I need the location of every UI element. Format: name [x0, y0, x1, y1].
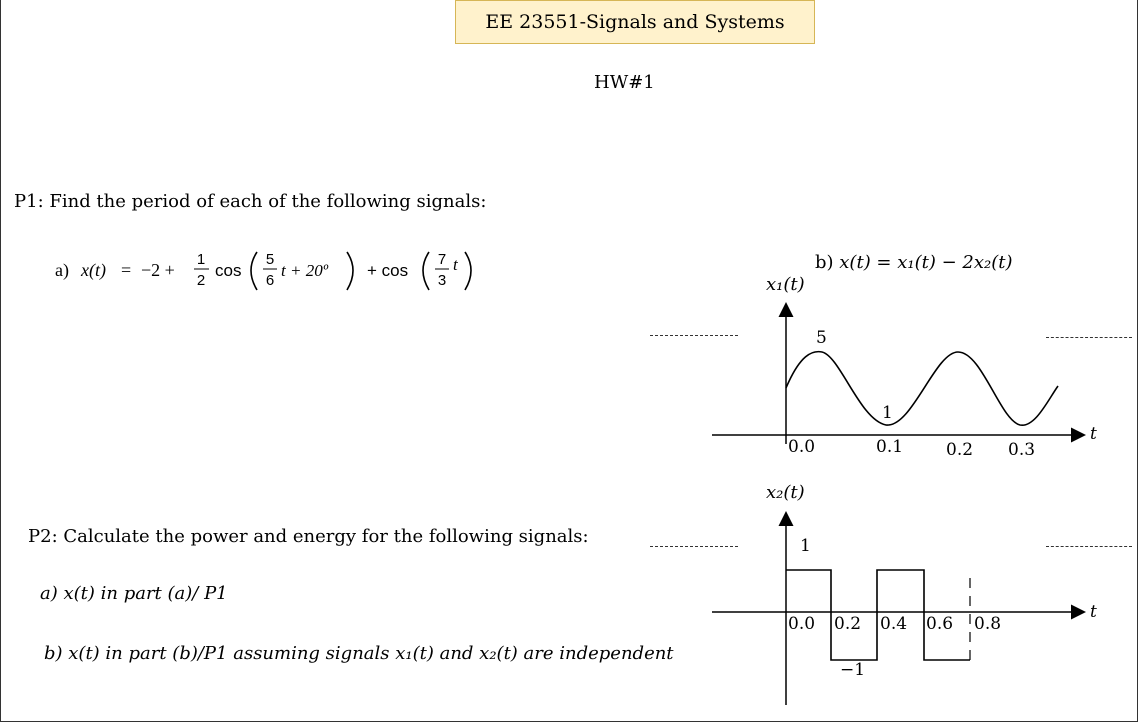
part-a-term1: −2 + [141, 260, 175, 280]
problem2-prompt: P2: Calculate the power and energy for the following signals: [28, 526, 589, 547]
x2-tick-3: 0.6 [926, 614, 954, 634]
x1-curve [786, 352, 1058, 426]
part-b-equation: x(t) = x₁(t) − 2x₂(t) [839, 252, 1013, 273]
x1-tick-3: 0.3 [1008, 440, 1036, 460]
x2-low-label: −1 [840, 660, 866, 680]
part-a-label: a) [55, 260, 69, 280]
problem2-part-a: a) x(t) in part (a)/ P1 [40, 583, 228, 604]
x2-waveform [786, 570, 970, 660]
frac1-num: 1 [196, 251, 206, 268]
part-b-label: b) [815, 252, 834, 273]
part-a-eq: = [121, 260, 132, 280]
frac3-num: 7 [437, 251, 447, 268]
part-a-lhs: x(t) [81, 260, 106, 280]
x2-ylabel: x₂(t) [766, 482, 805, 503]
x1-axis-label: t [1090, 424, 1097, 444]
assignment-title: HW#1 [594, 72, 655, 93]
plus-cos: + cos [367, 261, 409, 280]
frac3-den: 3 [437, 272, 447, 289]
frac2-num: 5 [265, 251, 275, 268]
x2-tick-0: 0.0 [788, 614, 816, 634]
x1-amplitude-label: 5 [816, 328, 827, 348]
cos1-text: cos [215, 261, 242, 280]
problem1-prompt: P1: Find the period of each of the following signals: [14, 191, 487, 212]
x2-tick-2: 0.4 [880, 614, 908, 634]
x2-axis-label: t [1090, 602, 1097, 622]
x1-min-label: 1 [882, 403, 893, 423]
x1-tick-2: 0.2 [946, 440, 974, 460]
arg-rest: t + 20º [281, 261, 328, 280]
x2-high-label: 1 [800, 536, 811, 556]
problem2-part-b: b) x(t) in part (b)/P1 assuming signals x₁(t) and x₂(t) are independent [44, 643, 674, 664]
frac2-den: 6 [265, 272, 275, 289]
frac1-den: 2 [196, 272, 206, 289]
x1-tick-1: 0.1 [876, 437, 904, 457]
x1-tick-0: 0.0 [788, 437, 816, 457]
x2-tick-4: 0.8 [974, 614, 1002, 634]
x2-tick-1: 0.2 [834, 614, 862, 634]
arg3-var: t [453, 255, 458, 274]
x1-ylabel: x₁(t) [766, 274, 805, 295]
course-title: EE 23551-Signals and Systems [485, 11, 785, 33]
